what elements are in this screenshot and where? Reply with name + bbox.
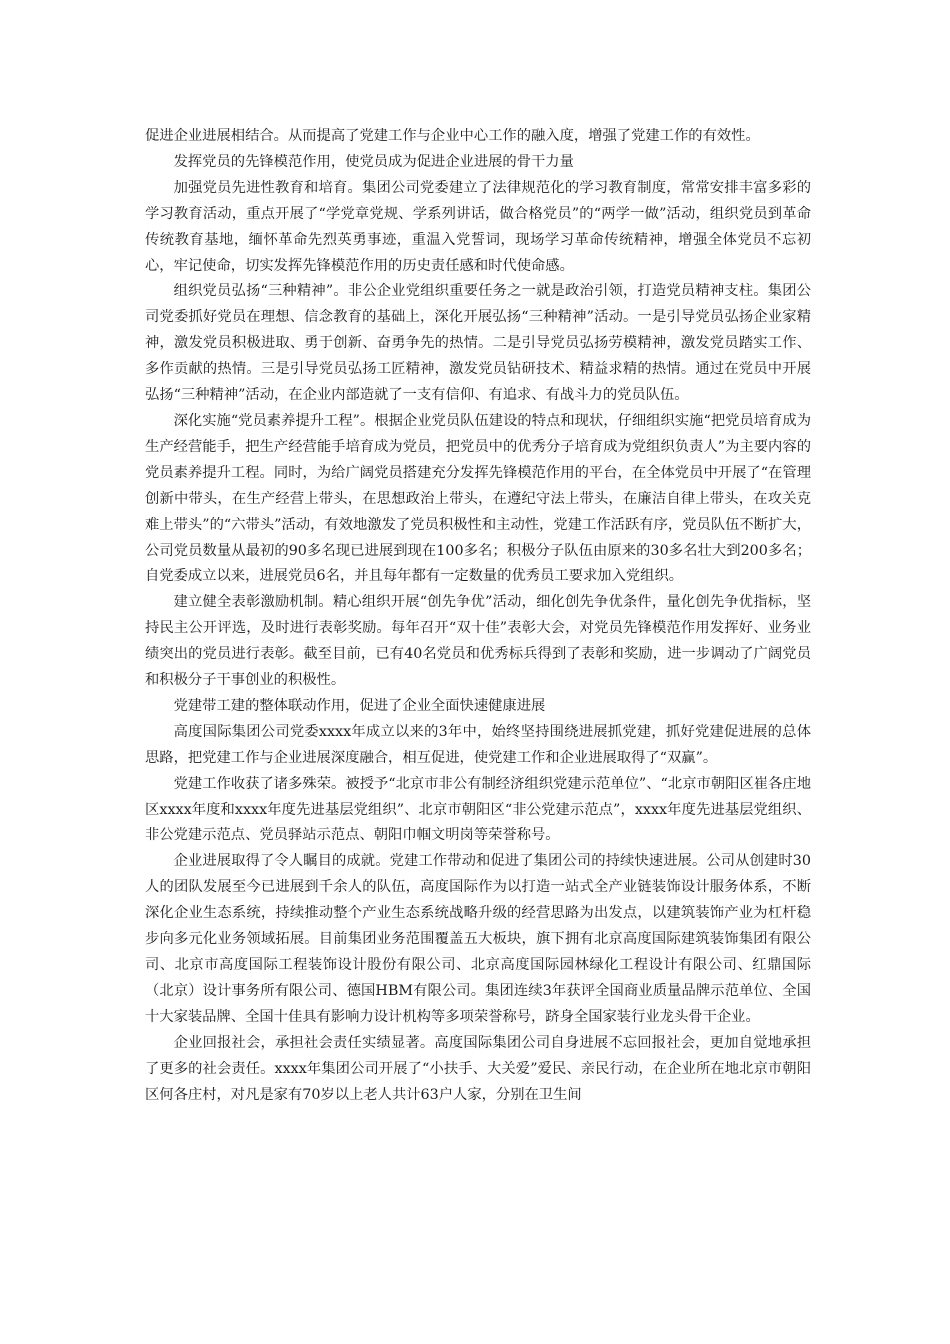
paragraph-quality-project: 深化实施“党员素养提升工程”。根据企业党员队伍建设的特点和现状，仔细组织实施“把党员培育成为生产经营能手，把生产经营能手培育成为党员，把党员中的优秀分子培育成为党组织负责人”为主要内容的党员素养提升工程。同时，为给广阔党员搭建充分发挥先锋模范作用的平台，在全体党员中开展了“在管理创新中带头，在生产经营上带头，在思想政治上带头，在遵纪守法上带头，在廉洁自律上带头，在攻关克难上带头”的“六带头”活动，有效地激发了党员积极性和主动性，党建工作活跃有序，党员队伍不断扩大，公司党员数量从最初的90多名现已进展到现在100多名；积极分子队伍由原来的30多名壮大到200多名；自党委成立以来，进展党员6名，并且每年都有一定数量的优秀员工要求加入党组织。 (145, 412, 811, 585)
paragraph-three-spirits: 组织党员弘扬“三种精神”。非公企业党组织重要任务之一就是政治引领，打造党员精神支柱。集团公司党委抓好党员在理想、信念教育的基础上，深化开展弘扬“三种精神”活动。一是引导党员弘扬企业家精神，激发党员积极进取、勇于创新、奋勇争先的热情。二是引导党员弘扬劳模精神，激发党员踏实工作、多作贡献的热情。三是引导党员弘扬工匠精神，激发党员钻研技术、精益求精的热情。通过在党员中开展弘扬“三种精神”活动，在企业内部造就了一支有信仰、有追求、有战斗力的党员队伍。 (145, 283, 811, 404)
document-page (145, 124, 811, 1108)
paragraph-social-responsibility: 企业回报社会，承担社会责任实绩显著。高度国际集团公司自身进展不忘回报社会，更加自觉地承担了更多的社会责任。xxxx年集团公司开展了“小扶手、大关爱”爱民、亲民行动，在企业所在地北京市朝阳区何各庄村，对凡是家有70岁以上老人共计63户人家，分别在卫生间 (145, 1034, 811, 1103)
paragraph-incentive: 建立健全表彰激励机制。精心组织开展“创先争优”活动，细化创先争优条件，量化创先争优指标，坚持民主公开评选，及时进行表彰奖励。每年召开“双十佳”表彰大会，对党员先锋模范作用发挥好、业务业绩突出的党员进行表彰。截至目前，已有40名党员和优秀标兵得到了表彰和奖励，进一步调动了广阔党员和积极分子干事创业的积极性。 (145, 594, 811, 689)
paragraph-education: 加强党员先进性教育和培育。集团公司党委建立了法律规范化的学习教育制度，常常安排丰富多彩的学习教育活动，重点开展了“学党章党规、学系列讲话，做合格党员”的“两学一做”活动，组织党员到革命传统教育基地，缅怀革命先烈英勇事迹，重温入党誓词，现场学习革命传统精神，增强全体党员不忘初心，牢记使命，切实发挥先锋模范作用的历史责任感和时代使命感。 (145, 179, 811, 274)
paragraph-achievements: 企业进展取得了令人瞩目的成就。党建工作带动和促进了集团公司的持续快速进展。公司从创建时30人的团队发展至今已进展到千余人的队伍，高度国际作为以打造一站式全产业链装饰设计服务体系，不断深化企业生态系统，持续推动整个产业生态系统战略升级的经营思路为出发点，以建筑装饰产业为杠杆稳步向多元化业务领域拓展。目前集团业务范围覆盖五大板块，旗下拥有北京高度国际建筑装饰集团有限公司、北京市高度国际工程装饰设计股份有限公司、北京高度国际园林绿化工程设计有限公司、红鼎国际（北京）设计事务所有限公司、德国HBM有限公司。集团连续3年获评全国商业质量品牌示范单位、全国十大家装品牌、全国十佳具有影响力设计机构等多项荣誉称号，跻身全国家装行业龙头骨干企业。 (145, 853, 811, 1025)
paragraph-overview: 高度国际集团公司党委xxxx年成立以来的3年中，始终坚持围绕进展抓党建，抓好党建促进展的总体思路，把党建工作与企业进展深度融合，相互促进，使党建工作和企业进展取得了“双赢”。 (145, 723, 811, 766)
section-heading-linkage: 党建带工建的整体联动作用，促进了企业全面快速健康进展 (173, 697, 546, 714)
paragraph-honors: 党建工作收获了诸多殊荣。被授予“北京市非公有制经济组织党建示范单位”、“北京市朝阳区崔各庄地区xxxx年度和xxxx年度先进基层党组织”、北京市朝阳区“非公党建示范点”，xxxx年度先进基层党组织、非公党建示范点、党员驿站示范点、朝阳巾帼文明岗等荣誉称号。 (145, 775, 811, 844)
section-heading-vanguard: 发挥党员的先锋模范作用，使党员成为促进企业进展的骨干力量 (173, 153, 574, 170)
paragraph-continuation: 促进企业进展相结合。从而提高了党建工作与企业中心工作的融入度，增强了党建工作的有效性。 (145, 128, 760, 144)
